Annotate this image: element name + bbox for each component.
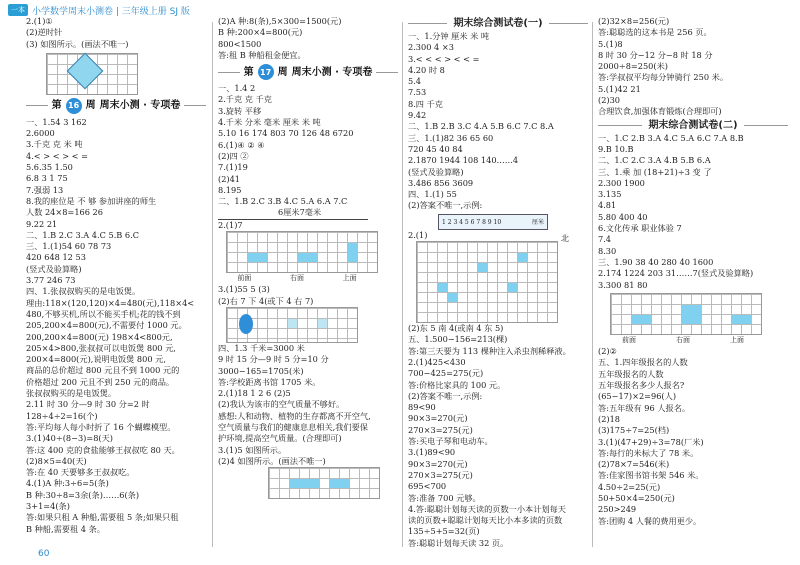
answer-line: 答:在 40 天要够多王叔叔吃。: [26, 467, 135, 478]
answer-line: B 种:200×4=800(元): [218, 27, 303, 38]
answer-line: 700−425=275(元): [408, 368, 484, 379]
answer-line: 答:如果只租 A 种船,需要租 5 条;如果只租: [26, 512, 179, 523]
answer-line: 205×4>800,张叔叔可以电饭煲 800 元,: [26, 342, 176, 353]
column-4: [598, 16, 788, 527]
answer-line: (竖式及验算略): [26, 263, 82, 274]
answer-line: 五、1.四年级报名的人数: [598, 357, 688, 368]
answer-line: 3.千克 克 米 吨: [26, 139, 83, 150]
rotation-figure-grid: [46, 53, 138, 95]
answer-line: 128÷4÷2=16(个): [26, 410, 98, 421]
answer-line: 2.300 1900: [598, 177, 645, 188]
answer-line: 一、1.分钟 厘米 米 吨: [408, 31, 490, 41]
answer-line: 张叔叔购买的是电饭煲。: [26, 388, 117, 399]
answer-line: 答:聪聪选的这本书是 256 页。: [598, 27, 712, 38]
answer-line: 3.(1)55 5 (3): [218, 284, 270, 295]
answer-line: 3.77 246 73: [26, 275, 76, 286]
answer-line: 8 时 30 分−12 分−8 时 18 分: [598, 49, 713, 60]
views-labels: 前面 右面 上面: [622, 335, 744, 344]
answer-line: 5.4: [408, 76, 422, 87]
column-divider: [402, 22, 403, 547]
answer-line: 答:价格比家具的 100 元。: [408, 379, 506, 390]
answer-line: 7.(1)19: [218, 162, 248, 173]
answer-line: 4.(1)A 种:3÷6=5(条): [26, 478, 109, 489]
views-grid-2: [610, 293, 762, 335]
section-title: 周末小测 · 专项卷: [291, 66, 373, 78]
answer-line: 3+1=4(条): [26, 500, 70, 511]
answer-line: 8.30: [598, 245, 617, 256]
question-label: 2.(1)7: [218, 219, 243, 230]
exam-title-2: 期末综合测试卷(二): [598, 118, 788, 133]
answer-line: (2)78×7=546(米): [598, 459, 670, 470]
answer-line: (竖式及验算略): [408, 166, 464, 177]
answer-line: 2.6000: [26, 128, 55, 139]
answer-line: 8.我的座位是 不 够 参加讲座的师生: [26, 195, 157, 206]
answer-line: 420 648 12 53: [26, 252, 86, 263]
answer-line: 读的页数+聪聪计划每天比小本多读的页数: [408, 515, 563, 526]
exam-title-1: 期末综合测试卷(一): [408, 16, 588, 31]
answer-line: (2)答案不唯一,示例:: [408, 390, 483, 401]
text-block: [26, 117, 206, 535]
answer-line: 3000−165=1705(米): [218, 365, 304, 376]
text-block: [218, 83, 398, 207]
column-2: [218, 16, 398, 499]
answer-line: 5.10 16 174 803 70 126 48 6720: [218, 128, 354, 139]
answer-line: (2)4 如图所示。(画法不唯一): [218, 455, 326, 466]
answer-line: 50+50×4=250(元): [598, 492, 675, 503]
answer-line: 5.6.35 1.50: [26, 162, 73, 173]
answer-line: (2)四 ②: [218, 150, 249, 161]
answer-line: 5.(1)42 21: [598, 83, 641, 94]
map-grid: [416, 241, 558, 323]
answer-line: 四、1.3 千米=3000 米: [218, 342, 305, 353]
answer-line: (2)30: [598, 95, 621, 106]
answer-line: 3.(1)5 如图所示。: [218, 444, 287, 455]
header-title: 小学数学周末小测卷 | 三年级上册 SJ 版: [32, 6, 190, 17]
answer-line: 答:买电子琴和电动车。: [408, 436, 493, 447]
answer-line: 合理饮食,加强体育锻炼(合理即可): [598, 106, 722, 117]
answer-line: 9.42: [408, 110, 427, 121]
answer-line: 7.强弱 13: [26, 184, 64, 195]
answer-line: 270×3=275(元): [408, 424, 473, 435]
answer-line: 答:学校距离书馆 1705 米。: [218, 376, 321, 387]
text-block: [218, 284, 398, 307]
answer-line: 2.174 1224 203 31……7(竖式及验算略): [598, 268, 754, 279]
answer-line: 2.11 时 30 分—9 时 30 分=2 时: [26, 399, 150, 410]
answer-line: 3.486 856 3609: [408, 177, 474, 188]
answer-line: 90×3=270(元): [408, 413, 468, 424]
answer-line: (3) 如图所示。(画法不唯一): [26, 38, 129, 49]
answer-line: (2)右 7 下 4(或下 4 右 7): [218, 295, 314, 306]
section-heading-week-17: 第 17 周 周末小测 · 专项卷: [218, 63, 398, 81]
week-badge: 17: [258, 64, 274, 80]
answer-line: 答:这 400 克的食盐能够王叔叔吃 80 天。: [26, 444, 180, 455]
answer-line: 二、1.B 2.B 3.C 4.A 5.B 6.C 7.C 8.A: [408, 121, 554, 132]
answer-line: 四、1.张叔叔购买的是电饭煲。: [26, 286, 141, 297]
answer-line: 答:平均每人每小时折了 16 个蝴蝶模型。: [26, 421, 176, 432]
page-number: 60: [38, 549, 50, 559]
answer-line: 5.80 400 40: [598, 211, 648, 222]
answer-line: 8.195: [218, 184, 242, 195]
answer-line: 5.(1)8: [598, 38, 623, 49]
answer-line: 空气质量与我们的健康息息相关,我们要保: [218, 422, 368, 433]
views-grid: [226, 231, 378, 273]
answer-line: 4.81: [598, 200, 617, 211]
answer-line: 7.53: [408, 87, 427, 98]
text-block: [598, 346, 788, 527]
answer-line: 人数 24×8=166 26: [26, 207, 103, 218]
answer-line: 答:佳家图书馆书架 546 米。: [598, 470, 704, 481]
answer-line: 8.四 千克: [408, 98, 443, 109]
answer-line: 答:五年级有 96 人报名。: [598, 402, 691, 413]
answer-line: 200×4=800(元),说明电饭煲 800 元,: [26, 354, 166, 365]
answer-line: B 种船,需要租 4 条。: [26, 523, 105, 534]
answer-line: 答:学叔叔平均每分钟骑行 250 米。: [598, 72, 729, 83]
answer-line: (2)41: [218, 173, 241, 184]
answer-line: 答:租 B 种船租金便宜。: [218, 49, 306, 60]
answer-line: B 种:30÷8=3余(条)……6(条): [26, 489, 140, 500]
answer-line: 480,不够买机,所以不能买手机;花的钱不到: [26, 308, 181, 319]
column-divider: [592, 22, 593, 547]
week-badge: 16: [66, 98, 82, 114]
answer-line: 三、1.乘 加 (18+21)÷3 变 了: [598, 166, 712, 177]
answer-line: 205,200×4=800(元),不需要付 1000 元。: [26, 320, 187, 331]
answer-line: 6.文化传承 职业体验 7: [598, 223, 682, 234]
answer-line: 五、1.500−156=213(棵): [408, 334, 508, 345]
answer-line: 2.(1)①: [26, 16, 53, 26]
answer-line: 3.(1)40÷(8−3)=8(天): [26, 433, 114, 444]
answer-line: 4.< > < > < =: [26, 150, 88, 161]
answer-line: 2.300 4 ×3: [408, 42, 454, 53]
answer-line: (2)18: [598, 413, 621, 424]
answer-line: 7.4: [598, 234, 612, 245]
answer-line: 4.答:聪聪计划每天读的页数一小本计划每天: [408, 503, 566, 514]
question-label: 2.(1): [408, 229, 428, 240]
answer-line: 2.千克 克 千克: [218, 94, 272, 105]
answer-line: 9.22 21: [26, 218, 58, 229]
answer-line: (2)答案不唯一,示例:: [408, 200, 483, 211]
answer-line: (65−17)×2=96(人): [598, 391, 677, 402]
section-title: 周末小测 · 专项卷: [99, 100, 181, 112]
answer-line: 135÷5+5=32(页): [408, 526, 480, 537]
answer-line: 三、1.90 38 40 280 40 1600: [598, 256, 714, 267]
text-block: [408, 31, 588, 212]
rotated-shape: [67, 53, 104, 90]
text-block: [598, 133, 788, 291]
answer-line: 90×3=270(元): [408, 458, 468, 469]
answer-line: (2)②: [598, 346, 617, 357]
answer-line: 2.1870 1944 108 140……4: [408, 155, 519, 166]
answer-line: 200,200×4=800(元) 198×4<800元,: [26, 331, 173, 342]
answer-line: 4.20 时 8: [408, 64, 445, 75]
answer-line: (2)我认为该市的空气质量不够好。: [218, 399, 345, 410]
answer-line: 一、1.4 2: [218, 83, 256, 94]
text-block: [408, 323, 588, 549]
text-block: [26, 16, 206, 50]
translation-grid: [226, 307, 358, 343]
answer-line: 二、1.B 2.C 3.A 4.C 5.B 6.C: [26, 229, 139, 240]
views-labels: 前面 右面 上面: [237, 274, 357, 283]
column-divider: [212, 22, 213, 547]
answer-line: 护环境,提高空气质量。(合理即可): [218, 433, 342, 444]
answer-line: 3.< < < > < < =: [408, 53, 480, 64]
answer-line: 一、1.C 2.B 3.A 4.C 5.A 6.C 7.A 8.B: [598, 132, 744, 143]
answer-line: 3.300 81 80: [598, 279, 648, 290]
answer-line: 三、1.(1)82 36 65 60: [408, 132, 494, 143]
answer-line: 2000÷8=250(米): [598, 61, 668, 72]
brand-logo: 一本: [8, 4, 28, 16]
answer-line: 五年级报名的人数: [598, 368, 664, 379]
answer-line: 6.(1)④ ② ④: [218, 139, 265, 150]
answer-line: 2.(1)425<430: [408, 356, 466, 367]
answer-line: 6.8 3 1 75: [26, 173, 68, 184]
answer-line: 四、1.(1) 55: [408, 189, 457, 200]
answer-line: 800<1500: [218, 38, 262, 49]
answer-line: 答:聪聪计划每天读 32 页。: [408, 537, 509, 548]
answer-line: 89<90: [408, 402, 436, 413]
answer-line: 3.135: [598, 189, 622, 200]
answer-line: 五年级报名多少人报名?: [598, 380, 685, 391]
measure-line-label: 6厘米7毫米: [218, 207, 368, 219]
ruler-figure: 1 2 3 4 5 6 7 8 9 10 厘米: [438, 214, 548, 230]
answer-line: 答:第三天要为 113 棵种注入杀虫剂稀释液。: [408, 345, 571, 356]
answer-line: 答:团购 4 人餐的费用更少。: [598, 515, 702, 526]
answer-line: 商品的总价超过 800 元且不到 1000 元的: [26, 365, 180, 376]
arrow-marker-icon: [239, 314, 253, 334]
answer-line: 答:每行的米标大了 78 米。: [598, 447, 699, 458]
answer-line: 9.B 10.B: [598, 143, 634, 154]
answer-line: (2)32×8=256(元): [598, 16, 670, 26]
answer-line: 理由:118×(120,120)×4=480(元),118×4<: [26, 297, 195, 308]
answer-line: 3.(1)(47+29)÷3=78(厂米): [598, 436, 704, 447]
column-3: [408, 16, 588, 549]
answer-line: 270×3=275(元): [408, 469, 473, 480]
answer-line: (2)东 5 南 4(或南 4 东 5): [408, 323, 504, 334]
answer-line: 二、1.C 2.C 3.A 4.B 5.B 6.A: [598, 155, 711, 166]
text-block: [218, 343, 398, 467]
answer-line: 720 45 40 84: [408, 143, 463, 154]
answer-line: 答:准备 700 元够。: [408, 492, 481, 503]
drawing-grid: [268, 467, 380, 499]
text-block: [598, 16, 788, 118]
answer-line: 695<700: [408, 481, 447, 492]
answer-line: (2)A 种:8(条),5×300=1500(元): [218, 16, 342, 26]
section-heading-week-16: 第 16 周 周末小测 · 专项卷: [26, 97, 206, 115]
answer-line: 二、1.B 2.C 3.B 4.C 5.A 6.A 7.C: [218, 196, 348, 207]
answer-line: (3)175÷7=25(档): [598, 425, 670, 436]
north-label: 北: [561, 234, 569, 244]
answer-line: 一、1.54 3 162: [26, 116, 87, 127]
answer-line: 4.50÷2=25(元): [598, 481, 661, 492]
answer-line: 价格超过 200 元且不到 250 元的商品。: [26, 376, 175, 387]
text-block: [218, 16, 398, 61]
answer-line: 3.旋转 平移: [218, 105, 262, 116]
answer-line: 2.(1)18 1 2 6 (2)5: [218, 388, 291, 399]
answer-line: 三、1.(1)54 60 78 73: [26, 241, 112, 252]
answer-line: 250>249: [598, 504, 637, 515]
answer-line: (2)逆时针: [26, 27, 63, 38]
column-1: [26, 16, 206, 535]
answer-line: 3.(1)89<90: [408, 447, 456, 458]
answer-line: 4.千米 分米 毫米 厘米 米 吨: [218, 117, 321, 128]
answer-line: 感想:人和动物、植物的生存都离不开空气,: [218, 410, 371, 421]
answer-line: (2)8×5=40(天): [26, 455, 87, 466]
answer-line: 9 时 15 分—9 时 5 分=10 分: [218, 354, 329, 365]
